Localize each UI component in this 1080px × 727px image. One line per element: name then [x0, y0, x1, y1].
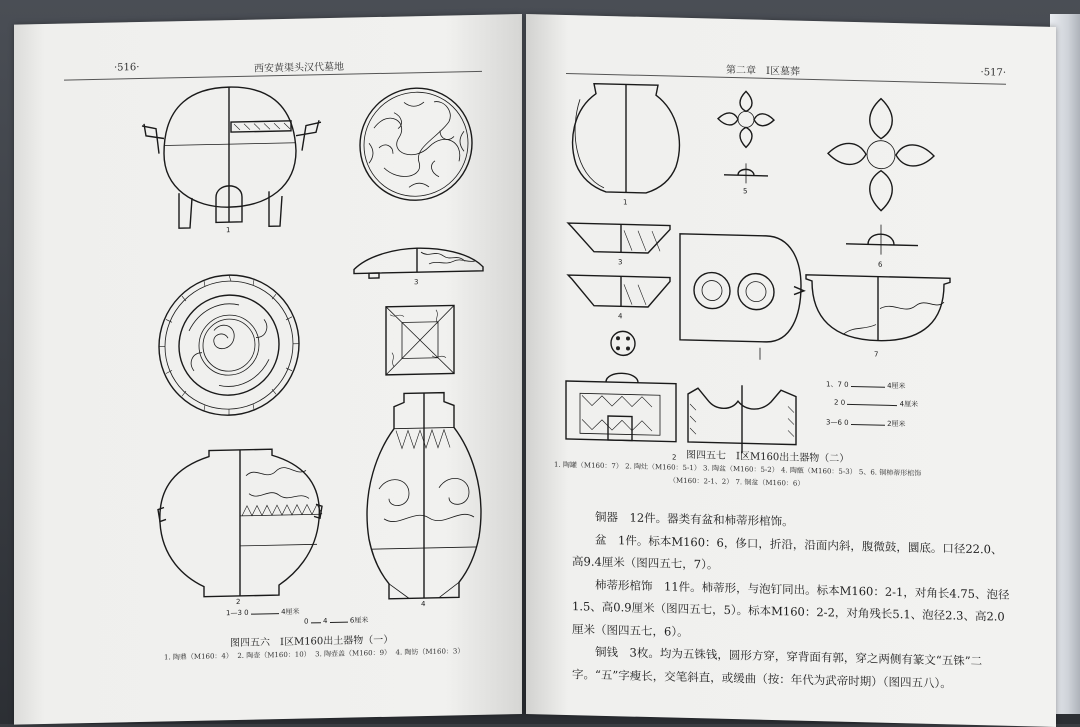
ornament-small-label: 5 — [743, 187, 748, 196]
steamer-bottom-drawing — [608, 328, 638, 359]
left-figure-items — [164, 645, 464, 664]
scale-zero: 0 — [844, 418, 849, 427]
ornament-large-drawing — [826, 93, 936, 276]
left-scale-bar-2 — [304, 615, 368, 626]
scale-zero: 0 — [304, 617, 309, 626]
scale-max: 4厘米 — [887, 381, 906, 391]
right-figure-caption: 图四五七 Ⅰ区M160出土器物（二） — [686, 449, 850, 465]
steamer-drawing — [566, 269, 676, 322]
paragraph: 铜钱 3枚。均为五铢钱，圆形方穿，穿背面有郭，穿之两侧有篆文“五铢”二字。“五”字瘦长，交笔斜直，或缓曲（按：年代为武帝时期）（图四五八）。 — [572, 644, 983, 690]
figure-item: 1. 陶鼎（M160：4） — [164, 652, 233, 662]
paragraph: 柿蒂形棺饰 11件。柿蒂形，与泡钉同出。标本M160：2-1，对角长4.75、泡径1.5、高0.9厘米（图四五七，5）。标本M160：2-2，对角残长5.1、泡径2.3、高2.0厘米（图四五七，6）。 — [572, 577, 1010, 639]
lid-top-view-drawing — [354, 81, 484, 214]
figure-item: 3. 陶壶盖（M160：9） — [315, 648, 392, 659]
bronze-basin-drawing — [804, 267, 954, 367]
figure-item: 2. 陶壶（M160：10） — [237, 650, 311, 660]
lid-profile-drawing — [349, 237, 489, 290]
paragraph: 盆 1件。标本M160：6，侈口，折沿，沿面内斜，腹微鼓，圜底。口径22.0、高9.4厘米（图四五七，7）。 — [572, 532, 1003, 572]
right-figure-items — [554, 459, 921, 494]
hu-jar-drawing — [154, 444, 324, 608]
hu-jar-label: 2 — [236, 597, 241, 606]
right-scale-bar-1 — [826, 379, 906, 391]
scale-mid: 4 — [322, 617, 328, 626]
pot-label: 1 — [623, 198, 628, 207]
bronze-basin-label: 7 — [874, 350, 879, 359]
right-body-text — [572, 505, 1012, 696]
left-page-number: ·516· — [114, 62, 140, 74]
left-scale-bar-1 — [226, 607, 300, 619]
scale-range: 1—3 — [226, 608, 242, 618]
scale-max: 6厘米 — [349, 616, 369, 625]
figure-items-line: 1. 陶罐（M160：7） 2. 陶灶（M160：5-1） 3. 陶盆（M160：5-2） 4. 陶甑（M160：5-3） 5、6. 铜柿蒂形棺饰 — [554, 460, 922, 478]
figure-item: 4. 陶钫（M160：3） — [395, 647, 465, 657]
right-running-title: 第二章 Ⅰ区墓葬 — [726, 64, 800, 78]
fang-top-view-drawing — [384, 303, 456, 377]
left-running-head — [14, 54, 522, 81]
stove-top-view-drawing — [676, 228, 806, 351]
basin-label: 3 — [618, 258, 623, 267]
lid-label: 3 — [414, 278, 419, 287]
left-page — [14, 14, 522, 725]
paragraph: 铜器 12件。器类有盆和柿蒂形棺饰。 — [595, 509, 794, 529]
right-scale-bar-3 — [826, 417, 906, 429]
fang-vase-drawing — [359, 387, 489, 610]
scale-zero: 0 — [244, 608, 249, 617]
scale-max: 2厘米 — [887, 419, 906, 429]
basin-drawing — [566, 217, 676, 270]
scale-zero: 0 — [840, 398, 846, 407]
scale-zero: 0 — [844, 380, 849, 389]
scale-max: 4厘米 — [899, 400, 919, 409]
scale-range: 3—6 — [826, 418, 842, 427]
right-page-number: ·517· — [980, 67, 1006, 79]
ding-label: 1 — [226, 226, 231, 235]
fang-vase-label: 4 — [421, 600, 426, 609]
ornament-large-label: 6 — [878, 260, 883, 269]
right-page — [526, 14, 1056, 727]
steamer-label: 4 — [618, 312, 623, 321]
stove-label: 2 — [672, 453, 677, 462]
figure-items-line: （M160：2-1、2） 7. 铜盆（M160：6） — [669, 476, 805, 488]
hu-top-view-drawing — [154, 269, 304, 422]
left-figure-caption: 图四五六 Ⅰ区M160出土器物（一） — [230, 634, 394, 650]
right-scale-bar-2 — [834, 398, 918, 410]
ornament-small-drawing — [716, 89, 776, 210]
pot-drawing — [566, 79, 686, 212]
scale-max: 4厘米 — [281, 607, 300, 617]
scale-range: 1、7 — [826, 380, 842, 389]
ding-drawing — [134, 80, 334, 234]
scale-range: 2 — [834, 398, 839, 407]
left-running-title: 西安黄渠头汉代墓地 — [254, 61, 344, 75]
